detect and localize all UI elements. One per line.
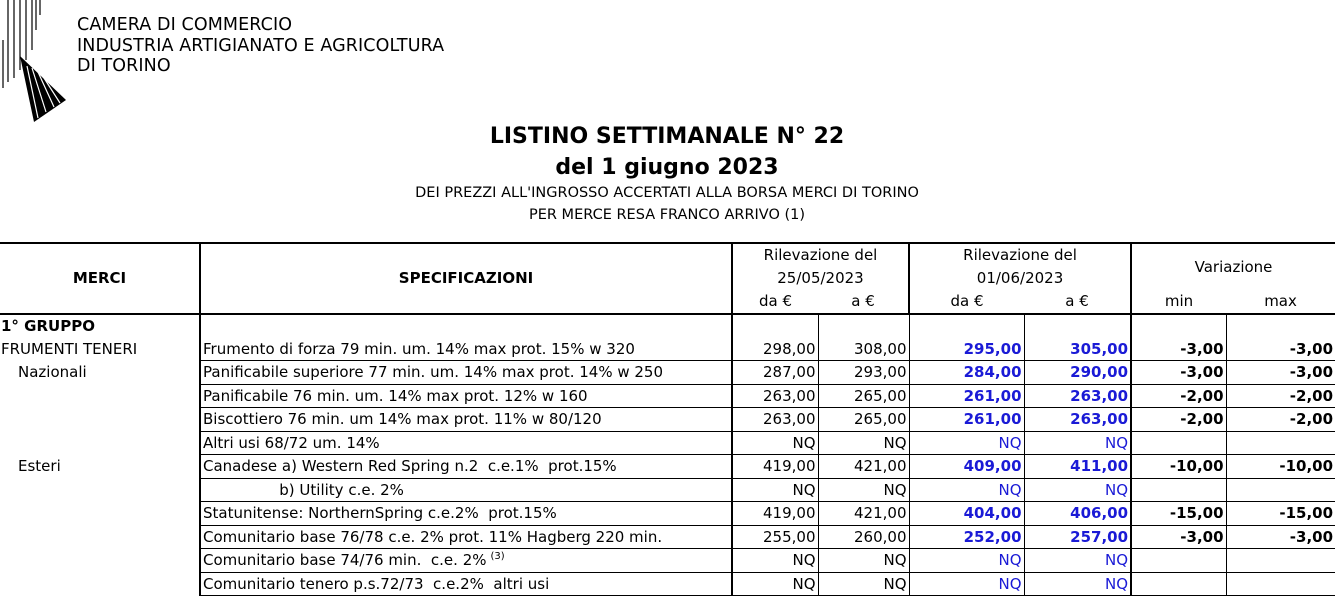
subtitle-line-2: PER MERCE RESA FRANCO ARRIVO (1) bbox=[528, 207, 806, 223]
listino-date: del 1 giugno 2023 bbox=[555, 155, 779, 180]
cell-vmin bbox=[1131, 549, 1226, 573]
cell-p-a: 260,00 bbox=[818, 525, 909, 549]
cell-merci bbox=[0, 431, 200, 455]
table-row bbox=[0, 431, 1335, 455]
cell-c-a: 411,00 bbox=[1024, 455, 1131, 479]
cell-c-da: 261,00 bbox=[909, 408, 1024, 432]
prev-date: 25/05/2023 bbox=[732, 267, 909, 291]
table-row bbox=[0, 478, 1335, 502]
cell-vmax: -10,00 bbox=[1226, 455, 1335, 479]
listino-title: LISTINO SETTIMANALE N° 22 bbox=[489, 124, 845, 149]
cell-p-da: NQ bbox=[732, 572, 818, 596]
cell-p-da: 287,00 bbox=[732, 361, 818, 385]
curr-da: da € bbox=[909, 290, 1024, 314]
cell-p-da: 298,00 bbox=[732, 337, 818, 361]
cell-p-da: 263,00 bbox=[732, 408, 818, 432]
col-ril-curr-label: Rilevazione del bbox=[909, 243, 1131, 267]
table-row bbox=[0, 384, 1335, 408]
cell-p-a: 293,00 bbox=[818, 361, 909, 385]
table-row bbox=[0, 572, 1335, 596]
cell-c-a: NQ bbox=[1024, 431, 1131, 455]
cell-p-da: NQ bbox=[732, 549, 818, 573]
cell-p-a: NQ bbox=[818, 549, 909, 573]
cell-p-a: 265,00 bbox=[818, 384, 909, 408]
cell-c-da: 284,00 bbox=[909, 361, 1024, 385]
cell-vmax: -2,00 bbox=[1226, 408, 1335, 432]
cell-vmin: -3,00 bbox=[1131, 525, 1226, 549]
cell-p-a: NQ bbox=[818, 572, 909, 596]
cell-vmin: -3,00 bbox=[1131, 337, 1226, 361]
cell-vmax: -2,00 bbox=[1226, 384, 1335, 408]
cell-c-a: NQ bbox=[1024, 478, 1131, 502]
cell-merci: Nazionali bbox=[18, 363, 87, 382]
cell-c-a: 406,00 bbox=[1024, 502, 1131, 526]
group-label: 1° GRUPPO bbox=[1, 316, 95, 335]
cell-vmin: -2,00 bbox=[1131, 384, 1226, 408]
cell-c-da: 261,00 bbox=[909, 384, 1024, 408]
curr-a: a € bbox=[1024, 290, 1131, 314]
table-row bbox=[0, 361, 1335, 385]
org-line-1: CAMERA DI COMMERCIO bbox=[77, 15, 293, 35]
cell-vmin: -10,00 bbox=[1131, 455, 1226, 479]
org-line-2: INDUSTRIA ARTIGIANATO E AGRICOLTURA bbox=[77, 35, 445, 56]
cell-p-a: NQ bbox=[818, 478, 909, 502]
cell-c-da: 404,00 bbox=[909, 502, 1024, 526]
cell-c-da: 409,00 bbox=[909, 455, 1024, 479]
cell-merci bbox=[0, 478, 200, 502]
cell-vmin bbox=[1131, 431, 1226, 455]
cell-vmin bbox=[1131, 572, 1226, 596]
cell-spec: Frumento di forza 79 min. um. 14% max prot. 15% w 320 bbox=[200, 337, 732, 361]
group-row bbox=[0, 314, 1335, 338]
cell-c-a: 290,00 bbox=[1024, 361, 1131, 385]
cell-merci: Esteri bbox=[18, 457, 61, 476]
cell-p-da: NQ bbox=[732, 478, 818, 502]
var-min: min bbox=[1131, 290, 1226, 314]
cell-c-da: 295,00 bbox=[909, 337, 1024, 361]
cell-spec: Panificabile 76 min. um. 14% max prot. 12% w 160 bbox=[200, 384, 732, 408]
table-row bbox=[0, 408, 1335, 432]
table-row bbox=[0, 525, 1335, 549]
table-row bbox=[0, 549, 1335, 573]
cell-c-a: NQ bbox=[1024, 572, 1131, 596]
col-variazione: Variazione bbox=[1131, 243, 1335, 290]
cell-vmin: -3,00 bbox=[1131, 361, 1226, 385]
table-row bbox=[0, 337, 1335, 361]
col-merci: MERCI bbox=[0, 243, 200, 314]
price-table bbox=[0, 242, 1335, 596]
cell-c-a: 257,00 bbox=[1024, 525, 1131, 549]
cell-c-a: NQ bbox=[1024, 549, 1131, 573]
cell-vmax: -3,00 bbox=[1226, 361, 1335, 385]
cell-p-a: 265,00 bbox=[818, 408, 909, 432]
cell-spec: Comunitario base 76/78 c.e. 2% prot. 11% Hagberg 220 min. bbox=[200, 525, 732, 549]
cell-vmin: -2,00 bbox=[1131, 408, 1226, 432]
cell-c-a: 263,00 bbox=[1024, 384, 1131, 408]
cell-spec: Statunitense: NorthernSpring c.e.2% prot.15% bbox=[200, 502, 732, 526]
subtitle-line-1: DEI PREZZI ALL'INGROSSO ACCERTATI ALLA BORSA MERCI DI TORINO bbox=[415, 185, 919, 201]
cell-c-a: 305,00 bbox=[1024, 337, 1131, 361]
footnote-ref: (3) bbox=[490, 551, 505, 563]
curr-date: 01/06/2023 bbox=[909, 267, 1131, 291]
cell-spec: Comunitario tenero p.s.72/73 c.e.2% altri usi bbox=[200, 572, 732, 596]
cell-vmax bbox=[1226, 572, 1335, 596]
cell-c-da: 252,00 bbox=[909, 525, 1024, 549]
table-row bbox=[0, 502, 1335, 526]
prev-a: a € bbox=[818, 290, 909, 314]
cell-merci bbox=[0, 408, 200, 432]
cell-p-da: 255,00 bbox=[732, 525, 818, 549]
cell-spec: b) Utility c.e. 2% bbox=[200, 478, 732, 502]
cell-merci bbox=[0, 525, 200, 549]
cell-p-a: 421,00 bbox=[818, 502, 909, 526]
cell-vmax bbox=[1226, 431, 1335, 455]
cell-c-a: 263,00 bbox=[1024, 408, 1131, 432]
cell-p-da: 419,00 bbox=[732, 455, 818, 479]
cell-p-da: 263,00 bbox=[732, 384, 818, 408]
cell-p-a: 421,00 bbox=[818, 455, 909, 479]
cell-c-da: NQ bbox=[909, 572, 1024, 596]
cell-c-da: NQ bbox=[909, 431, 1024, 455]
table-header bbox=[0, 243, 1335, 314]
cell-vmin: -15,00 bbox=[1131, 502, 1226, 526]
cell-merci bbox=[0, 572, 200, 596]
cell-p-a: NQ bbox=[818, 431, 909, 455]
col-specificazioni: SPECIFICAZIONI bbox=[200, 243, 732, 314]
cell-merci: FRUMENTI TENERI bbox=[1, 339, 138, 358]
cell-p-da: NQ bbox=[732, 431, 818, 455]
table-row bbox=[0, 455, 1335, 479]
cell-spec: Biscottiero 76 min. um 14% max prot. 11% w 80/120 bbox=[200, 408, 732, 432]
col-ril-prev-label: Rilevazione del bbox=[732, 243, 909, 267]
cell-spec: Panificabile superiore 77 min. um. 14% max prot. 14% w 250 bbox=[200, 361, 732, 385]
cell-merci bbox=[0, 549, 200, 573]
cell-c-da: NQ bbox=[909, 478, 1024, 502]
cell-c-da: NQ bbox=[909, 549, 1024, 573]
cell-vmax bbox=[1226, 478, 1335, 502]
cell-p-a: 308,00 bbox=[818, 337, 909, 361]
prev-da: da € bbox=[732, 290, 818, 314]
cell-vmax bbox=[1226, 549, 1335, 573]
organization-name bbox=[77, 15, 444, 77]
chamber-logo bbox=[0, 0, 68, 122]
cell-vmax: -15,00 bbox=[1226, 502, 1335, 526]
cell-vmax: -3,00 bbox=[1226, 525, 1335, 549]
cell-spec: Canadese a) Western Red Spring n.2 c.e.1% prot.15% bbox=[200, 455, 732, 479]
cell-vmax: -3,00 bbox=[1226, 337, 1335, 361]
cell-vmin bbox=[1131, 478, 1226, 502]
cell-spec: Comunitario base 74/76 min. c.e. 2% $^{(3)}$ bbox=[200, 549, 732, 573]
cell-p-da: 419,00 bbox=[732, 502, 818, 526]
cell-merci bbox=[0, 502, 200, 526]
var-max: max bbox=[1226, 290, 1335, 314]
cell-merci bbox=[0, 384, 200, 408]
org-line-3: DI TORINO bbox=[77, 56, 171, 76]
cell-spec: Altri usi 68/72 um. 14% bbox=[200, 431, 732, 455]
